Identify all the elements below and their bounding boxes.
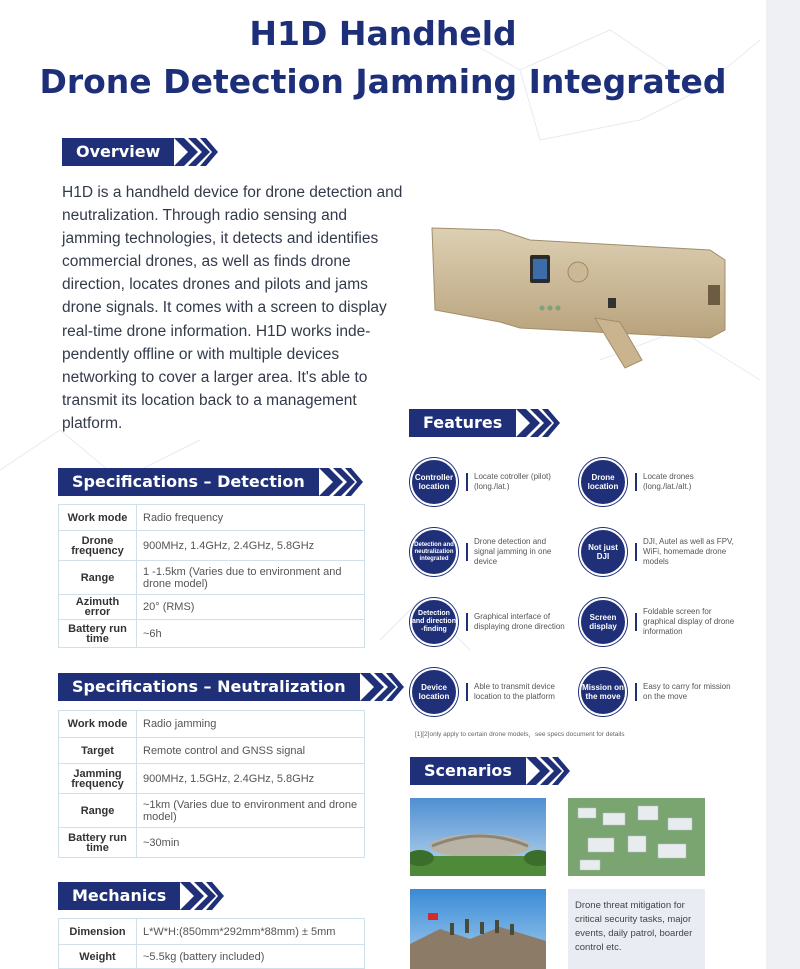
feature-drone-location [579, 458, 735, 506]
scenarios-heading [410, 757, 570, 785]
table-row [59, 531, 365, 561]
feature-description: Easy to carry for mission on the move [643, 682, 731, 701]
table-row [59, 794, 365, 828]
heading-stripes-icon [526, 757, 570, 785]
table-row [59, 764, 365, 794]
spec-value: ~5.5kg (battery included) [137, 945, 365, 969]
scenarios-description: Drone threat mitigation for critical security tasks, major events, daily patrol, boarder control etc. [568, 889, 705, 969]
feature-badge: Not just DJI [579, 528, 627, 576]
heading-stripes-icon [516, 409, 560, 437]
spec-neutralization-heading [58, 673, 404, 701]
spec-key: Range [59, 561, 137, 595]
overview-heading-label: Overview [62, 138, 174, 166]
page-title-line1: H1D Handheld [249, 14, 517, 53]
table-row [59, 945, 365, 969]
overview-heading [62, 138, 218, 166]
feature-badge: Detection and direction -finding [410, 598, 458, 646]
mechanics-heading-label: Mechanics [58, 882, 180, 910]
spec-key: Dimension [59, 919, 137, 945]
table-row [59, 738, 365, 764]
feature-screen-display [579, 598, 735, 646]
spec-value: ~30min [137, 828, 365, 858]
spec-key: Range [59, 794, 137, 828]
feature-description: Drone detection and signal jamming in one device [474, 537, 552, 566]
spec-value: 900MHz, 1.4GHz, 2.4GHz, 5.8GHz [137, 531, 365, 561]
feature-direction-finding [410, 598, 566, 646]
spec-value: Radio frequency [137, 505, 365, 531]
spec-key: Target [59, 738, 137, 764]
heading-stripes-icon [174, 138, 218, 166]
scenarios-heading-label: Scenarios [410, 757, 526, 785]
feature-badge: Screen display [579, 598, 627, 646]
feature-badge: Controller location [410, 458, 458, 506]
heading-stripes-icon [319, 468, 363, 496]
table-row [59, 919, 365, 945]
spec-key: Drone frequency [59, 531, 137, 561]
table-row [59, 561, 365, 595]
heading-stripes-icon [180, 882, 224, 910]
spec-detection-heading [58, 468, 363, 496]
feature-description: Able to transmit device location to the platform [474, 682, 555, 701]
feature-description: Locate cotroller (pilot) (long./lat.) [474, 472, 551, 491]
table-row [59, 620, 365, 648]
stadium-scene-image [410, 798, 546, 876]
table-row [59, 711, 365, 738]
spec-value: 900MHz, 1.5GHz, 2.4GHz, 5.8GHz [137, 764, 365, 794]
spec-value: Radio jamming [137, 711, 365, 738]
spec-detection-table [58, 504, 365, 648]
spec-value: ~1km (Varies due to environment and drone model) [137, 794, 365, 828]
h1d-device-image [420, 210, 750, 380]
spec-neutralization-table [58, 710, 365, 858]
overview-paragraph: H1D is a handheld device for drone detection and neutralization. Through radio sensing and jamming technologies, it detects and identifies commercial drones, as well as finds drone direction, locates drones and pilots and jams drone signals. It comes with a screen to display real-time drone information. H1D works inde-pendently offline or with multiple devices networking to cover a larger area. It's able to transmit its location back to a management platform. [62, 184, 403, 432]
feature-badge: Drone location [579, 458, 627, 506]
spec-value: 20° (RMS) [137, 595, 365, 620]
table-row [59, 505, 365, 531]
mechanics-heading [58, 882, 224, 910]
feature-detection-neutralization [410, 528, 566, 576]
feature-description: Foldable screen for graphical display of drone information [643, 607, 735, 636]
mountain-patrol-scene-image [410, 889, 546, 969]
table-row [59, 828, 365, 858]
spec-neutralization-heading-label: Specifications – Neutralization [58, 673, 360, 701]
features-footnote: [1][2]only apply to certain drone models，see specs document for details [415, 731, 625, 738]
page-title-line2: Drone Detection Jamming Integrated [39, 62, 727, 101]
spec-key: Battery run time [59, 828, 137, 858]
spec-key: Weight [59, 945, 137, 969]
mechanics-table [58, 918, 365, 969]
heading-stripes-icon [360, 673, 404, 701]
features-heading-label: Features [409, 409, 516, 437]
feature-mission-on-move [579, 668, 735, 716]
spec-key: Azimuth error [59, 595, 137, 620]
feature-badge: Detection and neutralization integrated [410, 528, 458, 576]
campus-scene-image [568, 798, 705, 876]
feature-description: Graphical interface of displaying drone direction [474, 612, 565, 631]
feature-description: Locate drones (long./lat./alt.) [643, 472, 694, 491]
spec-key: Battery run time [59, 620, 137, 648]
spec-value: ~6h [137, 620, 365, 648]
spec-detection-heading-label: Specifications – Detection [58, 468, 319, 496]
feature-device-location [410, 668, 566, 716]
feature-controller-location [410, 458, 566, 506]
spec-value: 1 -1.5km (Varies due to environment and drone model) [137, 561, 365, 595]
spec-value: Remote control and GNSS signal [137, 738, 365, 764]
spec-value: L*W*H:(850mm*292mm*88mm) ± 5mm [137, 919, 365, 945]
spec-key: Work mode [59, 711, 137, 738]
spec-key: Work mode [59, 505, 137, 531]
feature-badge: Device location [410, 668, 458, 716]
table-row [59, 595, 365, 620]
feature-not-just-dji [579, 528, 735, 576]
spec-key: Jamming frequency [59, 764, 137, 794]
feature-description: DJI, Autel as well as FPV, WiFi, homemade drone models [643, 537, 734, 566]
features-heading [409, 409, 560, 437]
feature-badge: Mission on the move [579, 668, 627, 716]
